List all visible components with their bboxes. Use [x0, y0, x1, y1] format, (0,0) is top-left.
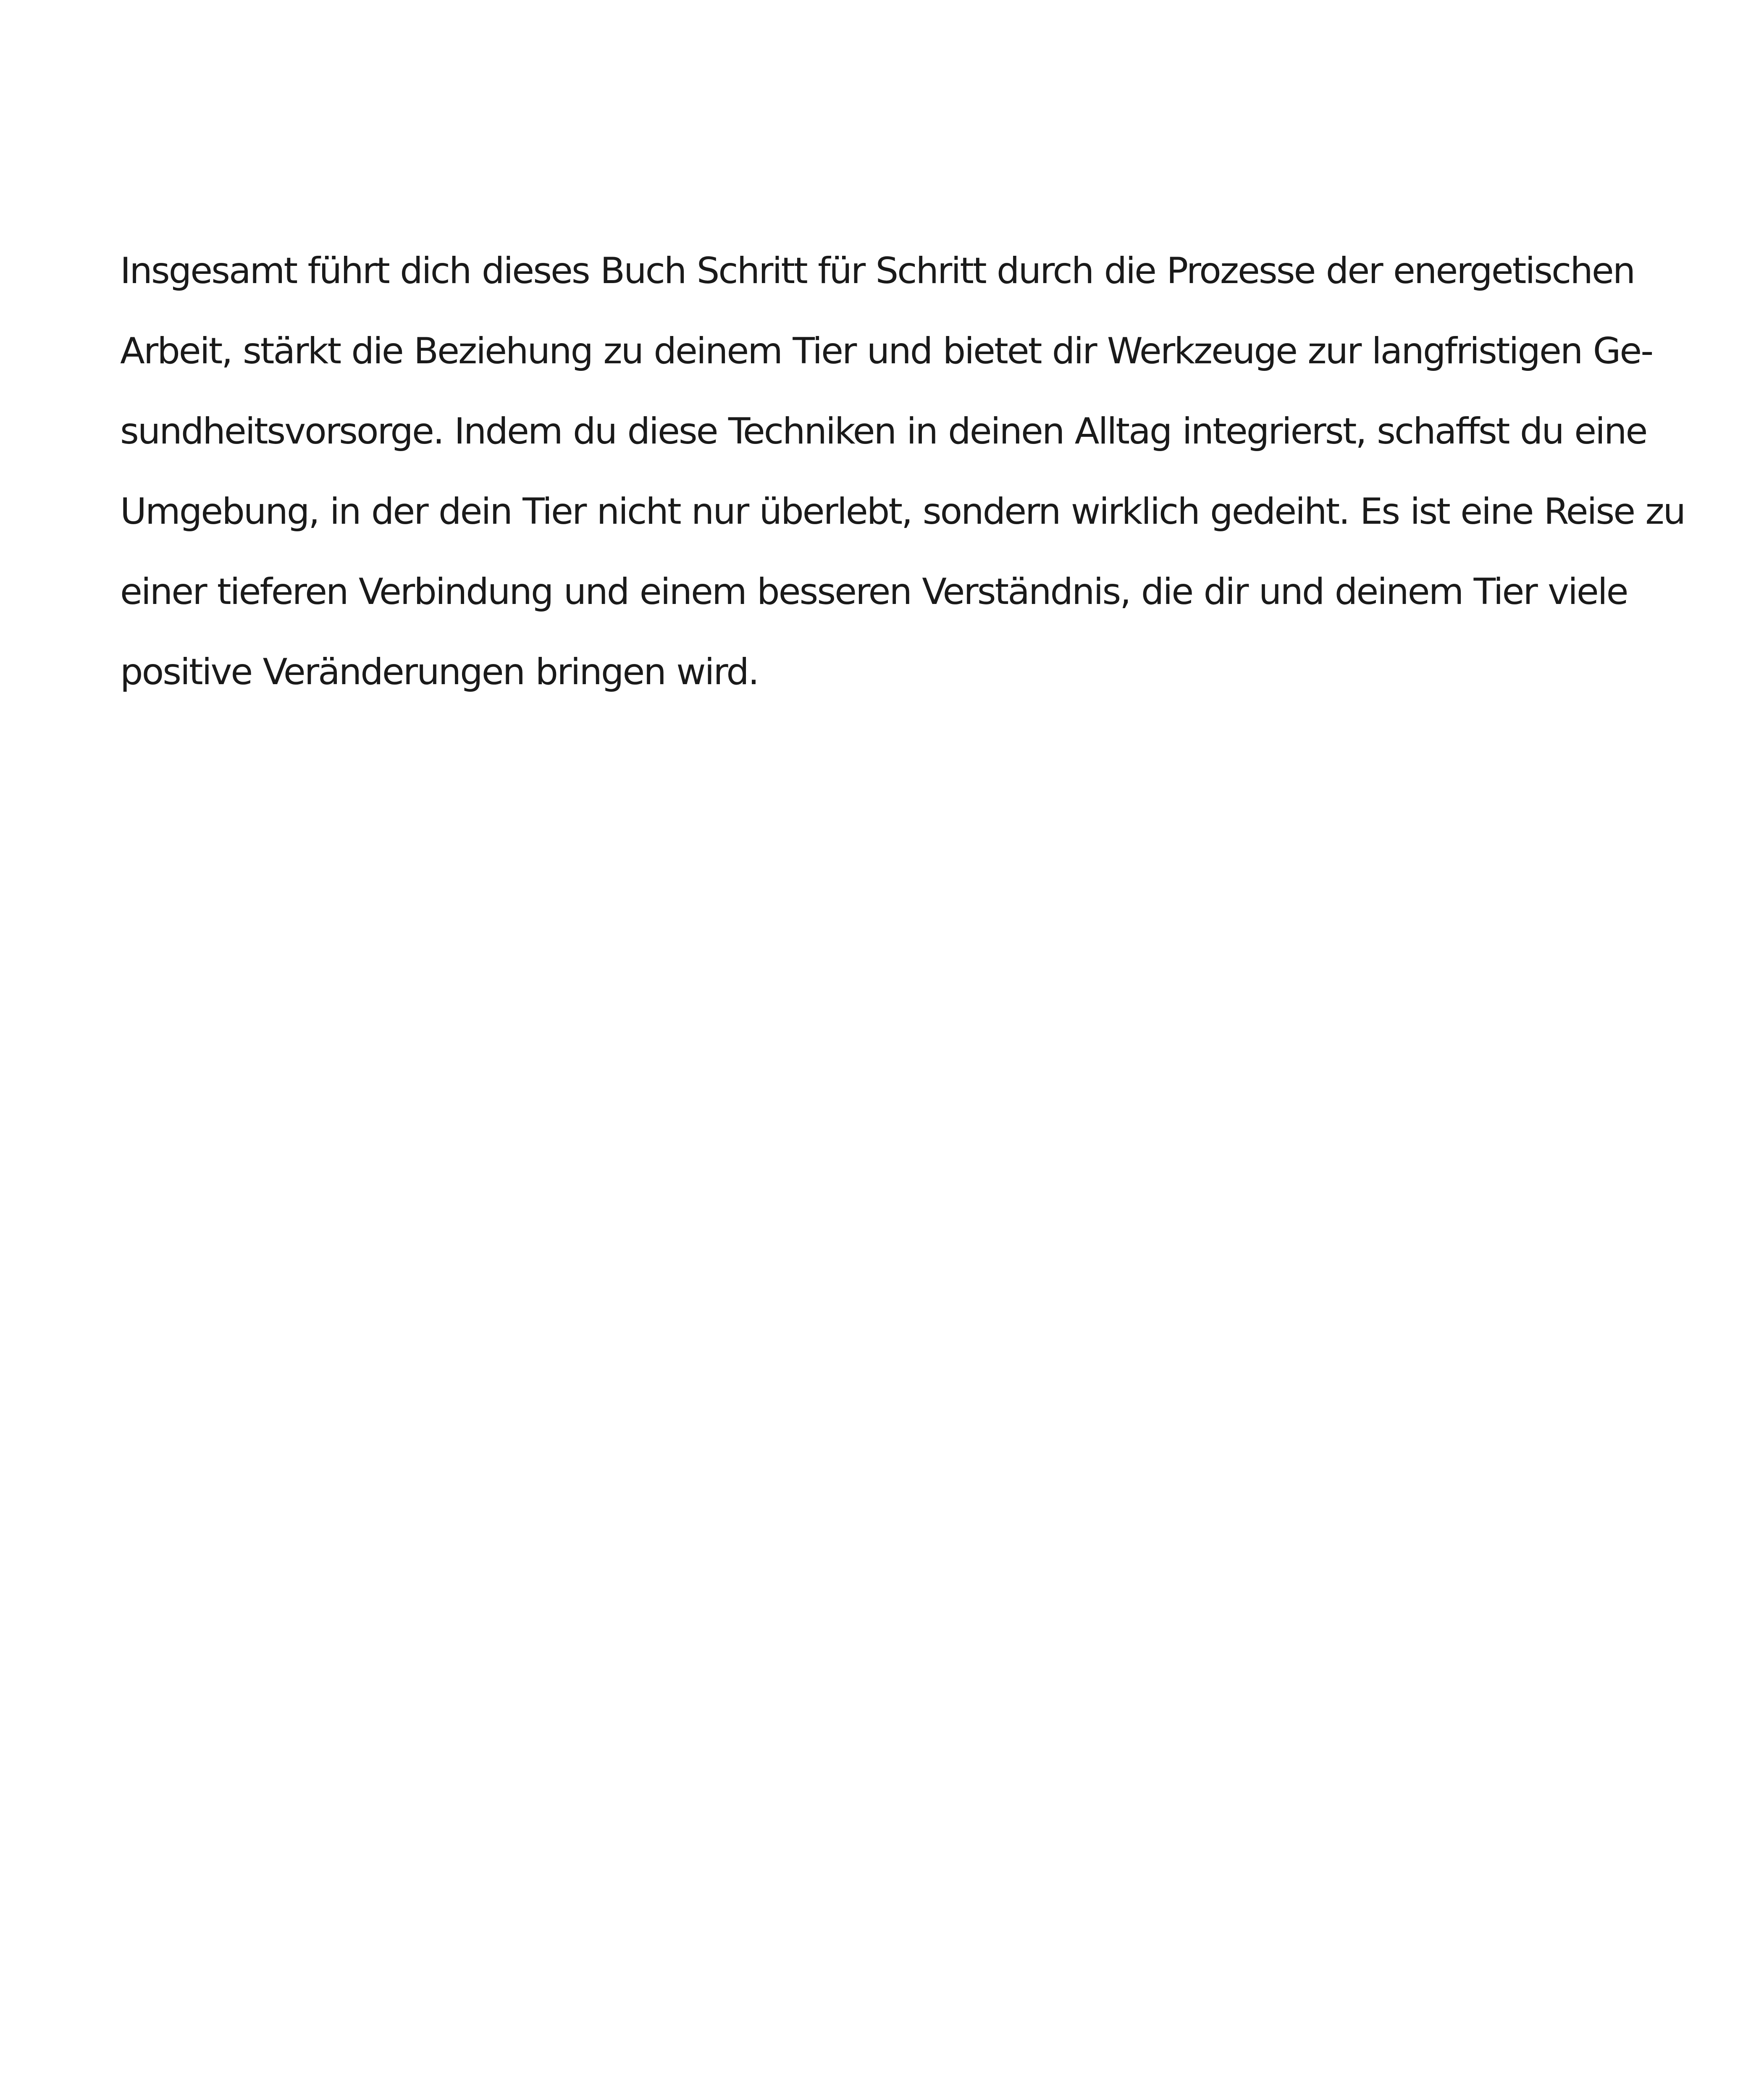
paragraph-line: sundheitsvorsorge. Indem du diese Techniken in deinen Alltag integrierst, schaffst du eine — [120, 410, 1647, 452]
paragraph-line: Umgebung, in der dein Tier nicht nur überlebt, sondern wirklich gedeiht. Es ist eine Reise zu — [120, 491, 1685, 533]
body-paragraph — [120, 231, 1685, 712]
paragraph-line: Insgesamt führt dich dieses Buch Schritt für Schritt durch die Prozesse der energetischen — [120, 250, 1635, 292]
paragraph-line: einer tieferen Verbindung und einem besseren Verständnis, die dir und deinem Tier viele — [120, 571, 1628, 613]
paragraph-line: Arbeit, stärkt die Beziehung zu deinem Tier und bietet dir Werkzeuge zur langfristigen Ge- — [120, 330, 1653, 372]
paragraph-line: positive Veränderungen bringen wird. — [120, 651, 759, 693]
